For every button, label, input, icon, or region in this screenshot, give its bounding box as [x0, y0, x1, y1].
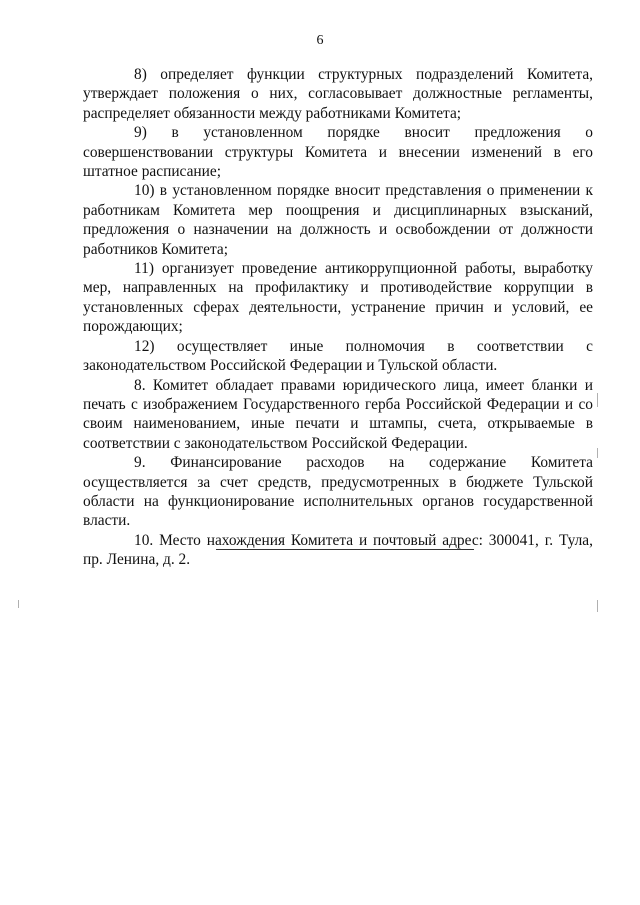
paragraph-item-12: 12) осуществляет иные полномочия в соответствии с законодательством Российской Федерации и Тульской области.: [83, 337, 593, 375]
scan-artifact: [18, 600, 19, 608]
paragraph-section-10: 10. Место нахождения Комитета и почтовый адрес: 300041, г. Тула, пр. Ленина, д. 2.: [83, 531, 593, 569]
paragraph-item-9: 9) в установленном порядке вносит предложения о совершенствовании структуры Комитета и внесении изменений в его штатное расписание;: [83, 124, 593, 181]
paragraph-item-11: 11) организует проведение антикоррупционной работы, выработку мер, направленных на профилактику и противодействие коррупции в установленных сферах деятельности, устранение причин и условий, ее порождающих;: [83, 260, 593, 336]
document-body: [83, 65, 593, 570]
scan-artifact: [597, 393, 598, 407]
paragraph-item-8: 8) определяет функции структурных подразделений Комитета, утверждает положения о них, согласовывает должностные регламенты, распределяет обязанности между работниками Комитета;: [83, 66, 593, 122]
paragraph-section-8: 8. Комитет обладает правами юридического лица, имеет бланки и печать с изображением Государственного герба Российской Федерации и со своим наименованием, иные печати и штампы, счета, открываемые в соответствии с законодательством Российской Федерации.: [83, 376, 593, 452]
page-number: 6: [316, 33, 324, 48]
paragraph-item-10: 10) в установленном порядке вносит представления о применении к работникам Комитета мер поощрения и дисциплинарных взысканий, предложения о назначении на должность и освобождении от должности работников Комитета;: [83, 182, 593, 258]
scan-artifact: [597, 448, 598, 458]
scan-artifact: [597, 600, 598, 612]
closing-separator-line: [216, 549, 474, 550]
paragraph-section-9: 9. Финансирование расходов на содержание Комитета осуществляется за счет средств, предусмотренных в бюджете Тульской области на функционирование исполнительных органов государственной власти.: [83, 454, 593, 530]
